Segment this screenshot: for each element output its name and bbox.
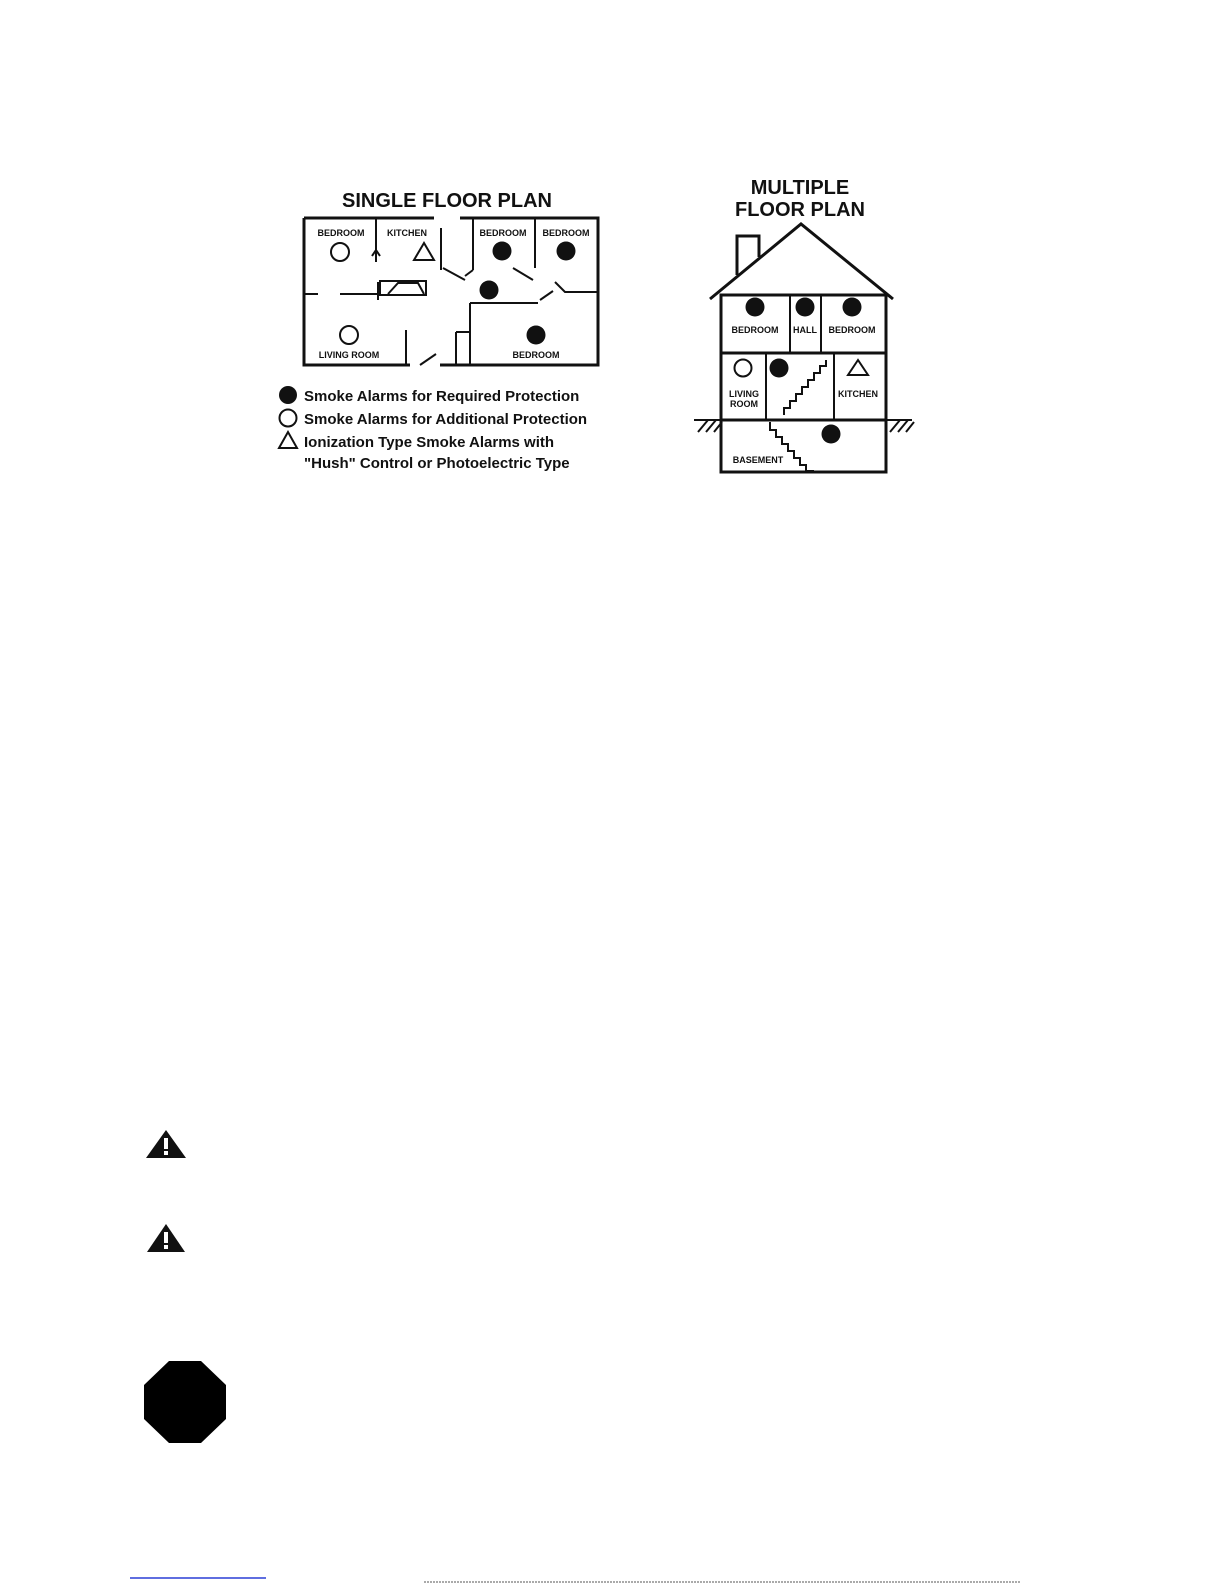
- room-label-bedroom-left: BEDROOM: [731, 325, 779, 335]
- alarm-required-marker: [843, 298, 862, 317]
- alarm-ionization-marker: [414, 243, 434, 260]
- alarm-required-marker: [822, 425, 841, 444]
- room-label-living-line2: ROOM: [730, 399, 758, 409]
- house-outline: [694, 224, 914, 472]
- alarm-required-marker: [557, 242, 576, 261]
- alarm-ionization-marker: [848, 360, 868, 375]
- multiple-floor-plan: [694, 177, 914, 472]
- room-label-living-room: LIVING ROOM: [318, 350, 380, 360]
- legend-required-label: Smoke Alarms for Required Protection: [304, 388, 580, 405]
- alarm-additional-marker: [331, 243, 349, 261]
- room-label-bedroom-right: BEDROOM: [828, 325, 876, 335]
- legend-ionization-marker: [279, 432, 297, 448]
- single-plan-title: SINGLE FLOOR PLAN: [342, 190, 552, 212]
- room-label-bedroom-bottom: BEDROOM: [512, 350, 560, 360]
- alarm-additional-marker: [735, 360, 752, 377]
- room-label-hall: HALL: [793, 325, 817, 335]
- alarm-required-marker: [527, 326, 546, 345]
- stop-octagon-icon: [144, 1361, 226, 1443]
- legend: [279, 386, 587, 472]
- room-label-kitchen-multi: KITCHEN: [838, 389, 878, 399]
- room-label-bedroom-top-mid: BEDROOM: [479, 228, 527, 238]
- legend-additional-label: Smoke Alarms for Additional Protection: [304, 411, 588, 428]
- alarm-required-marker: [480, 281, 499, 300]
- alarm-additional-marker: [340, 326, 358, 344]
- alarm-required-marker: [770, 359, 789, 378]
- alarm-required-marker: [796, 298, 815, 317]
- room-label-bedroom-top-right: BEDROOM: [542, 228, 590, 238]
- alarm-required-marker: [493, 242, 512, 261]
- room-label-kitchen: KITCHEN: [387, 228, 427, 238]
- room-label-basement: BASEMENT: [732, 455, 784, 465]
- multiple-plan-title-line1: MULTIPLE: [750, 177, 850, 199]
- room-label-living-line1: LIVING: [728, 389, 760, 399]
- single-floor-plan: [304, 190, 598, 365]
- legend-ionization-label-1: Ionization Type Smoke Alarms with: [304, 434, 555, 451]
- legend-ionization-label-2: "Hush" Control or Photoelectric Type: [304, 455, 570, 472]
- warning-triangle-icon: [147, 1224, 185, 1252]
- room-label-bedroom-topleft: BEDROOM: [317, 228, 365, 238]
- footer-rules: [130, 1578, 1020, 1582]
- multiple-plan-title-line2: FLOOR PLAN: [735, 199, 865, 221]
- legend-additional-marker: [280, 410, 297, 427]
- warning-triangle-icon: [146, 1130, 186, 1158]
- alarm-required-marker: [746, 298, 765, 317]
- legend-required-marker: [279, 386, 297, 404]
